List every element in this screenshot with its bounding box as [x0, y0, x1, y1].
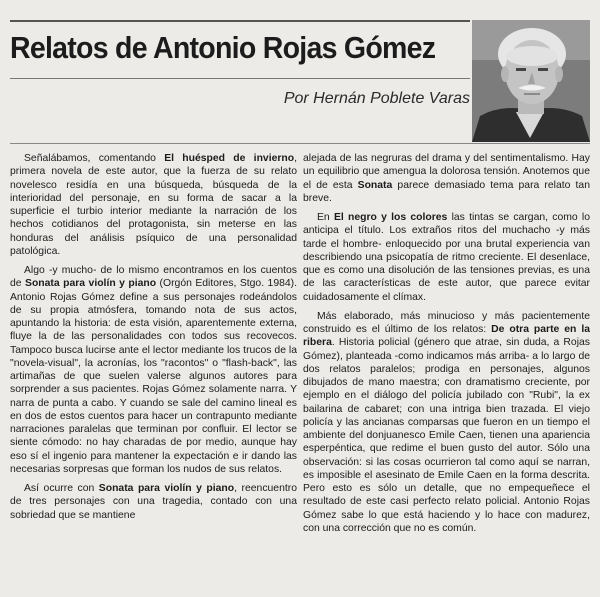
paragraph: Así ocurre con Sonata para violín y piano, reencuentro de tres personajes con una tragedia, contado con una sobriedad que se mantiene: [10, 483, 297, 521]
book-title: Sonata para violín y piano: [25, 278, 157, 290]
header-bottom-rule: [10, 143, 590, 144]
title-rule: [10, 78, 470, 79]
right-column: [303, 152, 590, 592]
paragraph: Señalábamos, comentando El huésped de invierno, primera novela de este autor, que la fuerza de su relato novelesco residía en una búsqueda, búsqueda de la interioridad del personaje, en su forma de sacar a la superficie el turbio interior mediante la narración de los hechos cotidianos del protagonista, sin meterse en las honduras del análisis psíquico de una personalidad patológica.: [10, 153, 297, 257]
top-rule: [10, 20, 470, 22]
paragraph: En El negro y los colores las tintas se cargan, como lo anticipa el título. Los extraños ritos del muchacho -y más tarde el hombre- enloquecido por una brutal experiencia van describiendo una psicopatía de ritmo creciente. El desenlace, que es como una disolución de las tensiones previas, es una de las características de este autor, que parece evitar cuidadosamente el clímax.: [303, 212, 590, 303]
paragraph: Más elaborado, más minucioso y más pacientemente construido es el último de los relatos: De otra parte en la ribera. Historia policial (género que atrae, sin duda, a Rojas Gómez), planteada -como indicamos más arriba- a lo largo de dos relatos paralelos; prodiga en personajes, algunos dibujados de mano maestra; con dramatismo creciente, por ejemplo en el diálogo del policía jubilado con "Rubi", la ex bailarina de cabaret; con una intriga bien trazada. El viejo policía y las ancianas comparsas que fueron en un tiempo el ambiente del donjuanesco Emile Caen, tienen una apariencia esperpéntica, que redime el buen gusto del autor. Sólo una observación: si las cosas ocurrieron tal como aquí se narran, es imposible el asesinato de Emile Caen en la forma descrita. Pero esto es sólo un detalle, que no empequeñece el resultado de este casi perfecto relato policial. Antonio Rojas Gómez sabe lo que está haciendo y lo hace con madurez, con una corrección que no es común.: [303, 310, 590, 534]
paragraph: Algo -y mucho- de lo mismo encontramos en los cuentos de Sonata para violín y piano (Orgón Editores, Stgo. 1984). Antonio Rojas Gómez define a sus personajes rodeándolos de su propia atmósfera, tomando nota de sus actos, apuntando la historia: de esta visión, aparentemente externa, fluye la de las personalidades con todos sus recovecos. Tampoco busca lucirse ante el lector mediante los trucos de la "novela-visual", la acronías, los "racontos" o "flash-back", las artimañas de que suelen valerse algunos autores para sorprender a sus pacientes. Rojas Gómez solamente narra. Y narra de punta a cabo. Y cuando se sale del camino lineal es en dos de estos cuentos para hacer un contrapunto mediante narraciones paralelas que terminan por confluir. El lector se siente cómodo: no hay charadas de por medio, aunque hay eso sí el ingenio para mantener la expectación e ir dando las necesarias sorpresas que forman los nudos de sus relatos.: [10, 265, 297, 475]
book-title: El huésped de invierno: [164, 153, 295, 164]
story-title: Sonata: [357, 179, 393, 191]
story-title: Sonata para violín y piano: [98, 483, 235, 494]
author-portrait-icon: [472, 20, 590, 142]
story-title: El negro y los colores: [333, 212, 448, 223]
article-title: Relatos de Antonio Rojas Gómez: [10, 30, 436, 65]
story-title: De otra parte en la ribera: [303, 324, 590, 349]
left-column: [10, 152, 297, 592]
paragraph: alejada de las negruras del drama y del sentimentalismo. Hay un equilibrio que amengua la dolorosa tensión. Anotemos que el de esta Sonata parece demasiado tema para relato tan breve.: [303, 153, 590, 204]
article-byline: Por Hernán Poblete Varas: [283, 90, 470, 107]
